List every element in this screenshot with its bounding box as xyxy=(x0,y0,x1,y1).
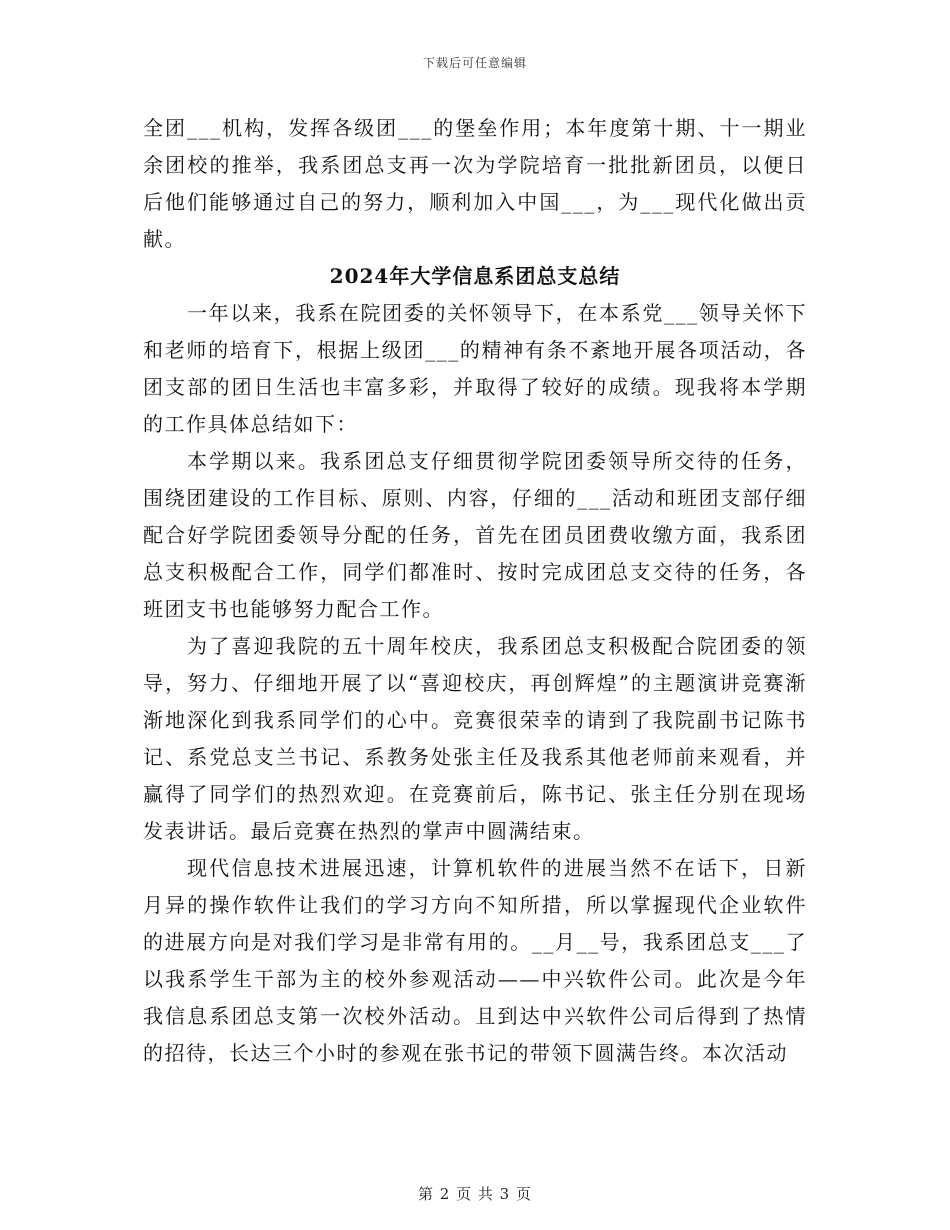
paragraph-2: 本学期以来。我系团总支仔细贯彻学院团委领导所交待的任务，围绕团建设的工作目标、原则、内容，仔细的___活动和班团支部仔细配合好学院团委领导分配的任务，首先在团员团费收缴方面，我系团总支积极配合工作，同学们都准时、按时完成团总支交待的任务，各班团支书也能够努力配合工作。 xyxy=(143,449,807,621)
document-body xyxy=(143,110,807,1072)
section-title: 2024年大学信息系团总支总结 xyxy=(329,264,621,288)
paragraph-4: 现代信息技术进展迅速，计算机软件的进展当然不在话下，日新月异的操作软件让我们的学习方向不知所措，所以掌握现代企业软件的进展方向是对我们学习是非常有用的。__月__号，我系团总支___了以我系学生干部为主的校外参观活动——中兴软件公司。此次是今年我信息系团总支第一次校外活动。且到达中兴软件公司后得到了热情的招待，长达三个小时的参观在张书记的带领下圆满告终。本次活动 xyxy=(143,856,807,1065)
paragraph-3: 为了喜迎我院的五十周年校庆，我系团总支积极配合院团委的领导，努力、仔细地开展了以“喜迎校庆，再创辉煌”的主题演讲竞赛渐渐地深化到我系同学们的心中。竞赛很荣幸的请到了我院副书记陈书记、系党总支兰书记、系教务处张主任及我系其他老师前来观看，并赢得了同学们的热烈欢迎。在竞赛前后，陈书记、张主任分别在现场发表讲话。最后竞赛在热烈的掌声中圆满结束。 xyxy=(143,634,807,843)
intro-paragraph: 全团___机构，发挥各级团___的堡垒作用；本年度第十期、十一期业余团校的推举，我系团总支再一次为学院培育一批批新团员，以便日后他们能够通过自己的努力，顺利加入中国___，为___现代化做出贡献。 xyxy=(143,116,807,251)
page-footer: 第 2 页 共 3 页 xyxy=(418,1185,532,1203)
paragraph-1: 一年以来，我系在院团委的关怀领导下，在本系党___领导关怀下和老师的培育下，根据上级团___的精神有条不紊地开展各项活动，各团支部的团日生活也丰富多彩，并取得了较好的成绩。现我将本学期的工作具体总结如下： xyxy=(143,301,807,436)
page-header: 下载后可任意编辑 xyxy=(422,56,527,70)
